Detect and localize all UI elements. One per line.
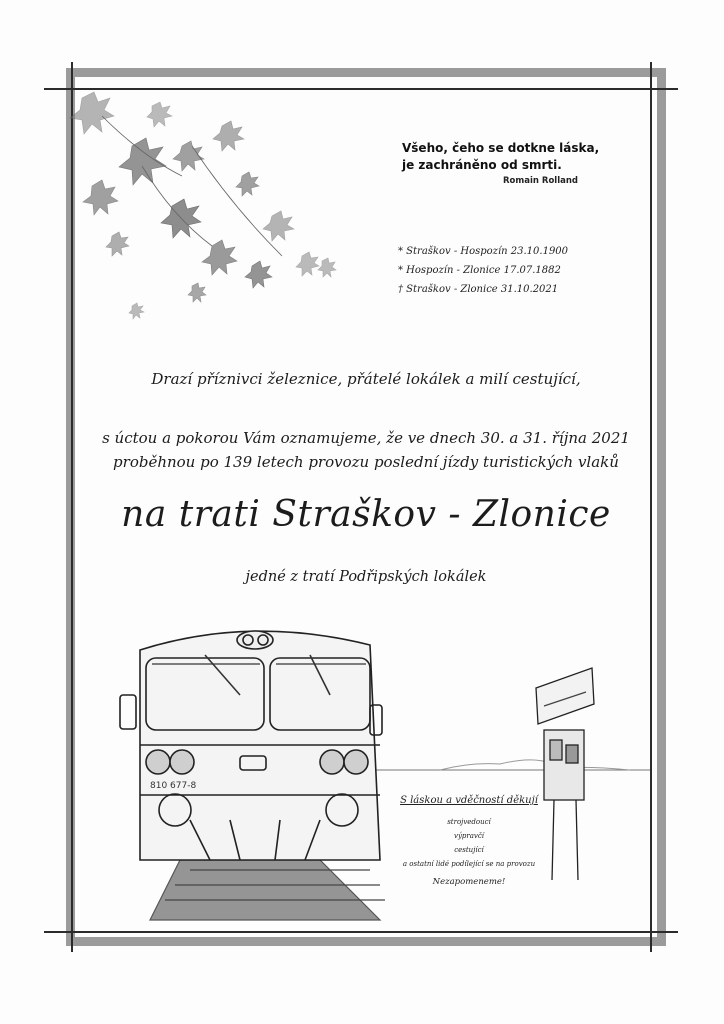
quote-line-1: Všeho, čeho se dotkne láska, [402,141,600,155]
thanks-heading: S láskou a vděčností děkují [400,795,538,806]
greeting: Drazí příznivci železnice, přátelé lokálek a milí cestující, [151,370,581,388]
announcement-line-1: s úctou a pokorou Vám oznamujeme, že ve dnech 30. a 31. října 2021 [102,429,630,447]
thanks-block [388,795,550,887]
autumn-leaves-illustration [72,86,352,326]
quote-block [402,140,602,186]
date-line: * Hospozín - Zlonice 17.07.1882 [398,265,561,276]
subtitle: jedné z tratí Podřipských lokálek [245,569,487,585]
date-line: † Straškov - Zlonice 31.10.2021 [398,284,559,295]
frame-line-bottom [44,931,678,933]
thanks-line: cestující [454,846,484,854]
date-line: * Straškov - Hospozín 23.10.1900 [398,246,569,257]
main-title: na trati Straškov - Zlonice [121,494,611,535]
dates-block [398,242,568,299]
thanks-line: a ostatní lidé podílející se na provozu [402,860,536,868]
thanks-line: výpravčí [453,832,485,840]
quote-author: Romain Rolland [503,176,578,186]
closing-phrase: Nezapomeneme! [432,877,506,887]
thanks-line: strojvedoucí [447,818,491,826]
quote-line-2: je zachráněno od smrti. [402,158,562,172]
announcement [66,426,666,474]
train-number: 810 677-8 [150,781,197,791]
announcement-line-2: proběhnou po 139 letech provozu poslední jízdy turistických vlaků [113,453,619,471]
